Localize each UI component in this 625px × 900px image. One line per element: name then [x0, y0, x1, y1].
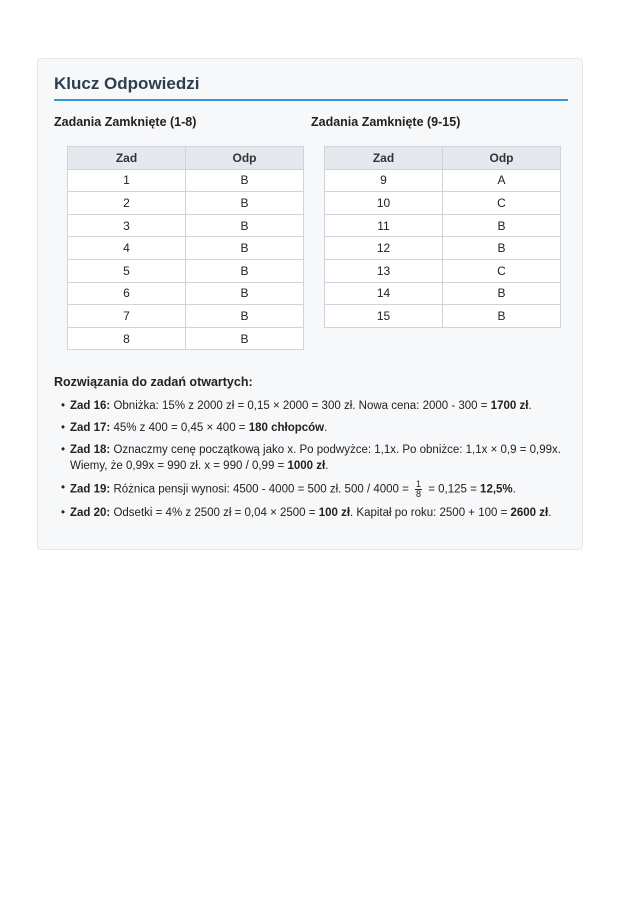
solution-tail: .: [512, 483, 516, 496]
bullet: •: [61, 444, 66, 456]
cell-zad: 5: [68, 259, 186, 282]
cell-zad: 9: [325, 169, 443, 192]
cell-odp: B: [186, 237, 304, 260]
table-row: [68, 282, 304, 305]
cell-zad: 1: [68, 169, 186, 192]
cell-odp: B: [186, 327, 304, 350]
solution-text-after: = 0,125 =: [425, 483, 481, 496]
table-row: [325, 214, 561, 237]
cell-zad: 6: [68, 282, 186, 305]
solution-text-after: . Kapitał po roku: 2500 + 100 =: [350, 507, 511, 519]
cell-odp: C: [443, 259, 561, 282]
solution-item-17: [54, 420, 564, 436]
cell-odp: B: [186, 259, 304, 282]
cell-zad: 15: [325, 305, 443, 328]
solution-answer-2: 2600 zł: [510, 507, 549, 519]
table-row: [68, 237, 304, 260]
solution-label: Zad 17:: [70, 422, 111, 434]
cell-zad: 7: [68, 305, 186, 328]
cell-odp: B: [443, 282, 561, 305]
solution-tail: .: [325, 460, 329, 472]
bullet: •: [61, 507, 66, 519]
table-row: [68, 259, 304, 282]
table-row: [325, 259, 561, 282]
solution-text: Różnica pensji wynosi: 4500 - 4000 = 500 zł. 500 / 4000 =: [110, 483, 413, 496]
table-header-row: [325, 147, 561, 170]
fraction: [415, 480, 422, 499]
column-header-odp: Odp: [443, 147, 561, 170]
solution-answer: 12,5%: [480, 483, 513, 496]
open-solutions-heading: Rozwiązania do zadań otwartych:: [54, 375, 253, 389]
table-row: [325, 237, 561, 260]
solution-tail: .: [548, 507, 552, 519]
cell-odp: B: [443, 214, 561, 237]
solution-item-20: [54, 505, 564, 521]
answer-key-card: [37, 58, 583, 550]
solution-item-19: [54, 480, 564, 499]
solution-text: Odsetki = 4% z 2500 zł = 0,04 × 2500 =: [110, 507, 319, 519]
cell-zad: 13: [325, 259, 443, 282]
cell-odp: A: [443, 169, 561, 192]
closed-left-heading: Zadania Zamknięte (1-8): [54, 115, 197, 129]
table-row: [325, 305, 561, 328]
solution-answer: 100 zł: [318, 507, 351, 519]
solution-text: 45% z 400 = 0,45 × 400 =: [110, 422, 249, 434]
table-row: [68, 305, 304, 328]
cell-zad: 8: [68, 327, 186, 350]
column-header-zad: Zad: [68, 147, 186, 170]
cell-zad: 4: [68, 237, 186, 260]
table-row: [68, 192, 304, 215]
cell-odp: B: [186, 214, 304, 237]
solution-answer: 1000 zł: [287, 460, 326, 472]
column-header-zad: Zad: [325, 147, 443, 170]
bullet: •: [61, 482, 66, 494]
column-header-odp: Odp: [186, 147, 304, 170]
solution-label: Zad 18:: [70, 444, 111, 456]
cell-odp: B: [443, 305, 561, 328]
table-row: [325, 192, 561, 215]
cell-zad: 11: [325, 214, 443, 237]
solution-item-18: [54, 442, 564, 474]
fraction-numerator: 1: [416, 479, 422, 489]
bullet: •: [61, 422, 66, 434]
cell-odp: B: [443, 237, 561, 260]
cell-odp: B: [186, 282, 304, 305]
table-header-row: [68, 147, 304, 170]
closed-right-heading: Zadania Zamknięte (9-15): [311, 115, 461, 129]
table-row: [325, 282, 561, 305]
solution-label: Zad 20:: [70, 507, 111, 519]
cell-zad: 12: [325, 237, 443, 260]
title-underline: [54, 99, 568, 101]
cell-odp: B: [186, 192, 304, 215]
solution-label: Zad 19:: [70, 483, 111, 496]
solution-answer: 1700 zł: [490, 400, 529, 412]
table-row: [68, 214, 304, 237]
page-title: Klucz Odpowiedzi: [54, 74, 200, 93]
cell-odp: B: [186, 169, 304, 192]
solution-text: Oznaczmy cenę początkową jako x. Po podwyżce: 1,1x. Po obniżce: 1,1x × 0,9 = 0,99x. Wiemy, że 0,99x = 990 zł. x = 990 / 0,99 =: [70, 444, 561, 472]
cell-zad: 14: [325, 282, 443, 305]
answer-table-1-8: [67, 146, 304, 350]
cell-odp: B: [186, 305, 304, 328]
cell-zad: 2: [68, 192, 186, 215]
cell-zad: 3: [68, 214, 186, 237]
solution-item-16: [54, 398, 564, 414]
fraction-denominator: 8: [416, 489, 422, 499]
table-row: [68, 327, 304, 350]
cell-zad: 10: [325, 192, 443, 215]
open-solutions-list: [54, 398, 564, 527]
solution-answer: 180 chłopców: [248, 422, 325, 434]
solution-text: Obniżka: 15% z 2000 zł = 0,15 × 2000 = 300 zł. Nowa cena: 2000 - 300 =: [110, 400, 491, 412]
bullet: •: [61, 400, 66, 412]
answer-table-9-15: [324, 146, 561, 328]
solution-label: Zad 16:: [70, 400, 111, 412]
cell-odp: C: [443, 192, 561, 215]
table-row: [325, 169, 561, 192]
table-row: [68, 169, 304, 192]
solution-tail: .: [528, 400, 532, 412]
solution-tail: .: [324, 422, 328, 434]
